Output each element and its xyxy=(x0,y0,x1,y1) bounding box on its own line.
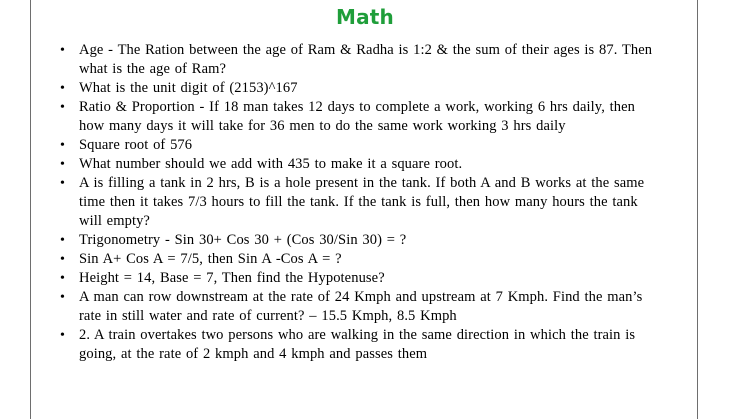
list-item xyxy=(60,288,660,326)
bullet-icon: • xyxy=(60,290,66,305)
list-item xyxy=(60,79,660,98)
list-item-text: What number should we add with 435 to make it a square root. xyxy=(79,156,463,172)
list-item xyxy=(60,231,660,250)
list-item-text: What is the unit digit of (2153)^167 xyxy=(79,80,298,96)
page-right-border xyxy=(697,0,698,419)
list-item-text: Trigonometry - Sin 30+ Cos 30 + (Cos 30/Sin 30) = ? xyxy=(79,232,407,248)
bullet-icon: • xyxy=(60,271,66,286)
list-item-text: Square root of 576 xyxy=(79,137,193,153)
bullet-icon: • xyxy=(60,328,66,343)
list-item-text: 2. A train overtakes two persons who are walking in the same direction in which the train is going, at the rate of 2 kmph and 4 kmph and passes them xyxy=(79,327,636,362)
bullet-icon: • xyxy=(60,138,66,153)
bullet-icon: • xyxy=(60,176,66,191)
list-item-text: A man can row downstream at the rate of 24 Kmph and upstream at 7 Kmph. Find the man’s rate in still water and rate of current? – 15.5 Kmph, 8.5 Kmph xyxy=(79,289,643,324)
list-item xyxy=(60,136,660,155)
list-item-text: Height = 14, Base = 7, Then find the Hypotenuse? xyxy=(79,270,385,286)
bullet-icon: • xyxy=(60,233,66,248)
list-item-text: A is filling a tank in 2 hrs, B is a hole present in the tank. If both A and B works at the same time then it takes 7/3 hours to fill the tank. If the tank is full, then how many hours the tank will empty? xyxy=(79,175,645,229)
bullet-icon: • xyxy=(60,100,66,115)
list-item xyxy=(60,155,660,174)
list-item xyxy=(60,41,660,79)
list-item xyxy=(60,250,660,269)
list-item xyxy=(60,98,660,136)
list-item-text: Ratio & Proportion - If 18 man takes 12 days to complete a work, working 6 hrs daily, then how many days it will take for 36 men to do the same work working 3 hrs daily xyxy=(79,99,636,134)
page-left-border xyxy=(30,0,31,419)
bullet-icon: • xyxy=(60,157,66,172)
list-item-text: Sin A+ Cos A = 7/5, then Sin A -Cos A = ? xyxy=(79,251,342,267)
list-item xyxy=(60,174,660,231)
list-item-text: Age - The Ration between the age of Ram & Radha is 1:2 & the sum of their ages is 87. Then what is the age of Ram? xyxy=(79,42,653,77)
bullet-icon: • xyxy=(60,252,66,267)
page-title: Math xyxy=(336,5,394,29)
list-item xyxy=(60,326,660,364)
question-list xyxy=(60,41,660,364)
bullet-icon: • xyxy=(60,43,66,58)
bullet-icon: • xyxy=(60,81,66,96)
list-item xyxy=(60,269,660,288)
